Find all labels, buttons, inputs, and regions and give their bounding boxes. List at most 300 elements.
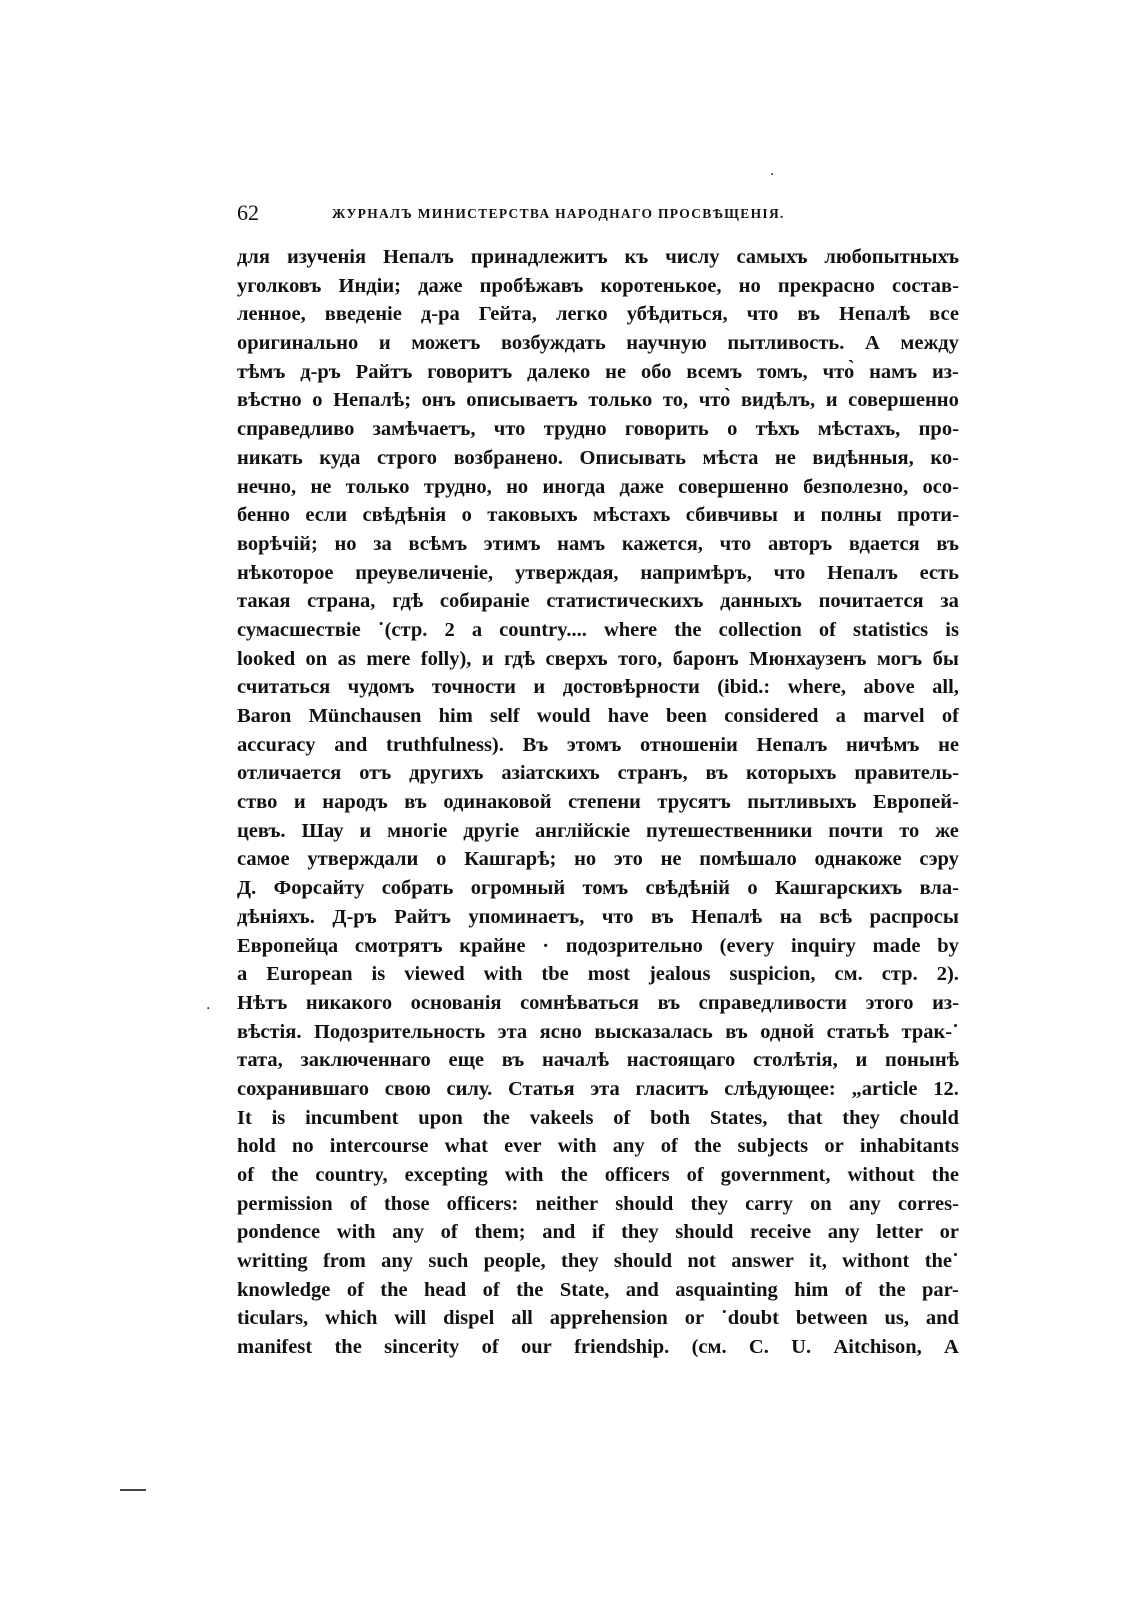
word: преувеличеніе, xyxy=(355,561,494,584)
word: не xyxy=(310,475,332,498)
word: достовѣрности xyxy=(562,676,700,699)
word: Непалѣ xyxy=(839,303,911,326)
word: permission xyxy=(237,1192,333,1215)
word: it, xyxy=(809,1250,827,1273)
word: writting xyxy=(237,1250,308,1273)
word: where xyxy=(603,618,658,641)
word: the xyxy=(878,1278,906,1301)
word: гдѣ xyxy=(392,590,424,613)
word: столѣтія, xyxy=(753,1049,838,1072)
word: country.... xyxy=(499,618,587,641)
text-line xyxy=(237,731,959,760)
word: убѣдиться, xyxy=(626,303,728,326)
word: Райтъ xyxy=(394,905,451,928)
word: кажется, xyxy=(621,532,703,555)
word: Непалѣ; xyxy=(333,389,412,412)
word: онъ xyxy=(421,389,456,412)
word: къ xyxy=(624,246,649,268)
word: U. xyxy=(791,1336,812,1359)
word: Описывать xyxy=(579,446,686,469)
text-line xyxy=(237,817,959,846)
word: полны xyxy=(820,504,882,527)
word: officers xyxy=(604,1164,670,1186)
word: will xyxy=(394,1307,427,1330)
word: subjects xyxy=(737,1135,809,1158)
word: того, xyxy=(618,647,663,670)
word: 12. xyxy=(933,1077,959,1100)
word: been xyxy=(665,705,707,727)
word: from xyxy=(322,1250,366,1273)
word: помѣшало xyxy=(699,848,797,871)
word: · xyxy=(542,934,550,957)
word: д-ръ xyxy=(300,360,341,383)
word: строго xyxy=(376,446,438,469)
word: they xyxy=(842,1106,880,1129)
word: состав- xyxy=(892,274,959,297)
word: if xyxy=(591,1221,605,1244)
text-line xyxy=(237,673,959,702)
word: стр. xyxy=(881,963,918,986)
text-line xyxy=(237,1304,959,1333)
word: would xyxy=(536,705,591,727)
word: возбуждать xyxy=(500,332,606,355)
word: excepting xyxy=(404,1164,488,1186)
word: corres- xyxy=(897,1192,959,1215)
word: It xyxy=(237,1106,252,1129)
word: крайне xyxy=(459,934,526,957)
word: томъ, xyxy=(756,360,808,383)
word: mere xyxy=(366,647,411,670)
word: говорить xyxy=(624,418,709,441)
word: видѣнныя, xyxy=(812,446,914,469)
word: пробѣжавъ xyxy=(479,274,584,297)
word: State, xyxy=(559,1278,610,1301)
text-line xyxy=(237,444,959,473)
word: by xyxy=(937,934,959,957)
word: Гейта, xyxy=(478,303,537,326)
text-line xyxy=(237,1104,959,1133)
word: настоящаго xyxy=(626,1049,736,1072)
word: А xyxy=(864,332,880,355)
word: Европейца xyxy=(237,934,339,957)
word: мѣстахъ xyxy=(593,504,671,527)
word: описываетъ xyxy=(466,389,578,412)
word: тѣхъ xyxy=(755,418,800,441)
word: совершенно xyxy=(848,389,959,412)
word: what xyxy=(444,1135,488,1158)
word: одной xyxy=(760,1020,815,1043)
word: suspicion, xyxy=(729,963,816,986)
word: о xyxy=(461,504,472,527)
word: свѣдѣній xyxy=(645,877,730,900)
word: вдается xyxy=(848,532,920,555)
word: и xyxy=(378,332,391,355)
word: neither xyxy=(535,1192,599,1215)
word: точности xyxy=(431,676,516,699)
word: where, xyxy=(787,676,846,699)
word: par- xyxy=(922,1278,959,1301)
text-line xyxy=(237,300,959,329)
word: не xyxy=(605,360,627,383)
word: all, xyxy=(932,676,959,699)
word: народъ xyxy=(322,791,388,814)
word: accuracy xyxy=(237,733,316,756)
word: without xyxy=(847,1164,915,1186)
text-line xyxy=(237,559,959,588)
text-line xyxy=(237,243,959,272)
word: truthfulness). xyxy=(385,733,504,756)
word: Münchausen xyxy=(308,705,422,727)
text-line xyxy=(237,358,959,387)
word: inquiry xyxy=(790,934,856,957)
word: за xyxy=(373,532,392,555)
word: carry xyxy=(745,1192,793,1215)
word: the˙ xyxy=(924,1250,959,1273)
word: a xyxy=(471,618,483,641)
word: should xyxy=(675,1221,734,1244)
word: a xyxy=(237,963,248,986)
word: другихъ xyxy=(409,762,484,785)
word: трудно, xyxy=(423,475,492,498)
word: намъ xyxy=(869,360,918,383)
word: собрать xyxy=(381,877,454,900)
word: но xyxy=(506,475,529,498)
word: (every xyxy=(719,934,775,957)
word: is xyxy=(271,1106,286,1129)
word: есть xyxy=(919,561,959,584)
word: with xyxy=(483,963,523,986)
word: распросы xyxy=(869,905,959,928)
word: для xyxy=(237,246,270,268)
word: нечно, xyxy=(237,475,297,498)
word: про- xyxy=(918,418,959,441)
word: Кашгарскихъ xyxy=(774,877,903,900)
word: въ xyxy=(936,532,959,555)
word: viewed xyxy=(404,963,465,986)
word: any xyxy=(827,1221,860,1244)
word: англійскіе xyxy=(535,819,631,842)
word: въ xyxy=(501,1049,525,1072)
word: одинаковой xyxy=(443,791,552,814)
word: them; xyxy=(474,1221,526,1244)
text-line xyxy=(237,702,959,731)
word: jealous xyxy=(648,963,711,986)
word: is xyxy=(371,963,386,986)
word: вла- xyxy=(919,877,959,900)
word: осо- xyxy=(922,475,959,498)
word: и xyxy=(855,1049,868,1072)
word: почитается xyxy=(818,590,924,613)
text-line xyxy=(237,501,959,530)
word: A xyxy=(944,1336,959,1359)
word: ство xyxy=(237,791,278,814)
word: him xyxy=(794,1278,829,1301)
word: свою xyxy=(384,1077,431,1100)
text-line xyxy=(237,903,959,932)
word: никать xyxy=(237,446,303,469)
word: пытливыхъ xyxy=(747,791,857,814)
word: что̀ xyxy=(698,389,731,412)
word: knowledge xyxy=(237,1278,331,1301)
word: отношеніи xyxy=(640,733,738,756)
word: любопытныхъ xyxy=(824,246,959,268)
word: принадлежитъ xyxy=(470,246,608,268)
word: см. xyxy=(834,963,863,986)
body-text xyxy=(237,243,959,1362)
word: сомнѣваться xyxy=(520,991,639,1014)
word: заключеннаго xyxy=(300,1049,431,1072)
word: силу. xyxy=(446,1077,493,1100)
word: намъ xyxy=(557,532,606,555)
word: о xyxy=(312,389,323,412)
word: гдѣ xyxy=(504,647,536,670)
word: head xyxy=(424,1278,467,1301)
word: но xyxy=(738,274,761,297)
word: ясно xyxy=(539,1020,582,1043)
word: people, xyxy=(483,1250,546,1273)
word: другіе xyxy=(463,819,520,842)
word: уголковъ xyxy=(237,274,322,297)
word: статистическихъ xyxy=(546,590,704,613)
word: из- xyxy=(932,360,959,383)
word: asquainting xyxy=(675,1278,778,1301)
word: C. xyxy=(748,1336,769,1359)
word: the xyxy=(931,1164,959,1186)
word: above xyxy=(863,676,915,699)
word: they xyxy=(621,1221,659,1244)
word: сверхъ xyxy=(545,647,608,670)
word: ленное, xyxy=(237,303,306,326)
text-line xyxy=(237,845,959,874)
word: of xyxy=(482,1278,500,1301)
word: можетъ xyxy=(411,332,481,355)
word: только xyxy=(588,389,653,412)
word: made xyxy=(872,934,921,957)
word: такая xyxy=(237,590,291,613)
word: что xyxy=(773,561,806,584)
word: Европей- xyxy=(873,791,959,814)
word: the xyxy=(271,1164,299,1186)
word: но xyxy=(574,848,597,871)
word: трудно xyxy=(543,418,607,441)
word: of xyxy=(686,1164,704,1186)
word: баронъ xyxy=(672,647,739,670)
word: бы xyxy=(932,647,959,670)
word: самое xyxy=(237,848,290,871)
word: бенно xyxy=(237,504,290,527)
word: Райтъ xyxy=(355,360,413,383)
word: о xyxy=(727,418,738,441)
word: on xyxy=(305,647,328,670)
word: Baron xyxy=(237,705,292,727)
text-line xyxy=(237,1276,959,1305)
word: of xyxy=(660,1135,678,1158)
word: or xyxy=(939,1221,959,1244)
text-line xyxy=(237,1046,959,1075)
word: данныхъ xyxy=(720,590,802,613)
word: Кашгарѣ; xyxy=(464,848,557,871)
word: the xyxy=(560,1164,588,1186)
word: with xyxy=(336,1221,376,1244)
word: статьѣ xyxy=(826,1020,889,1043)
word: справедливости xyxy=(698,991,847,1014)
word: утверждая, xyxy=(514,561,619,584)
word: the xyxy=(516,1278,544,1301)
word: что xyxy=(719,532,752,555)
word: marvel xyxy=(863,705,925,727)
word: Непалѣ xyxy=(691,905,763,928)
word: European xyxy=(266,963,353,986)
word: answer xyxy=(731,1250,794,1273)
word: any xyxy=(392,1221,425,1244)
word: упоминаетъ, xyxy=(468,905,585,928)
word: напримѣръ, xyxy=(640,561,752,584)
word: трусятъ xyxy=(657,791,731,814)
word: of xyxy=(613,1106,631,1129)
word: что̀ xyxy=(822,360,855,383)
text-line xyxy=(237,1218,959,1247)
word: ворѣчій; xyxy=(237,532,318,555)
word: дѣніяхъ. xyxy=(237,905,315,928)
word: us, xyxy=(884,1307,909,1330)
word: of xyxy=(346,1278,364,1301)
word: our xyxy=(521,1336,552,1359)
text-line xyxy=(237,473,959,502)
word: such xyxy=(428,1250,469,1273)
word: him xyxy=(438,705,473,727)
word: справедливо xyxy=(237,418,355,441)
word: apprehension xyxy=(549,1307,668,1330)
text-line xyxy=(237,587,959,616)
word: смотрятъ xyxy=(354,934,443,957)
word: with xyxy=(504,1164,544,1186)
word: говоритъ xyxy=(427,360,513,383)
word: почти xyxy=(828,819,884,842)
text-line xyxy=(237,960,959,989)
word: утверждали xyxy=(307,848,419,871)
word: чудомъ xyxy=(347,676,415,699)
running-head: ЖУРНАЛЪ МИНИСТЕРСТВА НАРОДНАГО ПРОСВѢЩЕНІЯ. xyxy=(332,206,785,221)
word: которыхъ xyxy=(745,762,837,785)
word: the xyxy=(694,1135,722,1158)
word: Непалъ xyxy=(756,733,828,756)
word: видѣлъ, xyxy=(740,389,816,412)
word: всемъ xyxy=(686,360,743,383)
word: всѣмъ xyxy=(408,532,468,555)
word: collection xyxy=(718,618,802,641)
word: Подозрительность xyxy=(313,1020,486,1043)
word: въ xyxy=(797,303,820,326)
word: government, xyxy=(720,1164,831,1186)
word: most xyxy=(587,963,630,986)
word: многіе xyxy=(387,819,448,842)
word: и xyxy=(533,676,546,699)
word: началѣ xyxy=(542,1049,610,1072)
word: 2). xyxy=(936,963,959,986)
word: any xyxy=(848,1192,881,1215)
word: отъ xyxy=(359,762,392,785)
word: обо xyxy=(640,360,672,383)
word: самыхъ xyxy=(736,246,808,268)
word: томъ xyxy=(582,877,629,900)
word: 2 xyxy=(444,618,455,641)
word: inhabitants xyxy=(859,1135,959,1158)
word: всѣ xyxy=(819,905,853,928)
word: the xyxy=(380,1278,408,1301)
word: изученія xyxy=(286,246,367,268)
word: Форсайту xyxy=(273,877,365,900)
word: Индіи; xyxy=(338,274,401,297)
word: прекрасно xyxy=(777,274,875,297)
word: all xyxy=(511,1307,533,1330)
page-header xyxy=(237,200,959,230)
word: they xyxy=(561,1250,599,1273)
word: тата, xyxy=(237,1049,283,1072)
word: сбивчивы xyxy=(685,504,778,527)
word: иногда xyxy=(542,475,606,498)
word: „article xyxy=(851,1077,918,1100)
word: States, xyxy=(709,1106,768,1129)
word: считаться xyxy=(237,676,331,699)
word: Непалъ xyxy=(827,561,898,584)
word: have xyxy=(607,705,649,727)
word: и xyxy=(825,389,838,412)
word: даже xyxy=(418,274,463,297)
word: ˙doubt xyxy=(720,1307,780,1330)
word: этимъ xyxy=(483,532,541,555)
margin-mark: · xyxy=(206,1001,211,1017)
text-line xyxy=(237,1333,959,1362)
word: Въ xyxy=(522,733,549,756)
word: не xyxy=(660,848,682,871)
word: the xyxy=(482,1106,510,1129)
word: receive xyxy=(750,1221,812,1244)
word: and xyxy=(334,733,368,756)
word: looked xyxy=(237,647,296,670)
word: no xyxy=(291,1135,314,1158)
word: въ xyxy=(725,1020,748,1043)
word: трак-˙ xyxy=(901,1020,959,1043)
word: both xyxy=(650,1106,691,1129)
text-line xyxy=(237,386,959,415)
margin-dash xyxy=(120,1489,146,1491)
word: же xyxy=(935,819,959,842)
word: is xyxy=(945,618,959,641)
word: or xyxy=(684,1307,705,1330)
text-line xyxy=(237,1161,959,1190)
page-number: 62 xyxy=(237,200,259,225)
word: д-ра xyxy=(420,303,460,326)
word: отличается xyxy=(237,762,342,785)
word: эта xyxy=(590,1077,620,1100)
word: что xyxy=(601,905,634,928)
word: тѣмъ xyxy=(237,360,286,383)
word: въ xyxy=(651,905,674,928)
text-line xyxy=(237,272,959,301)
word: проти- xyxy=(897,504,959,527)
word: это xyxy=(613,848,643,871)
word: мѣстахъ, xyxy=(817,418,901,441)
word: of xyxy=(237,1164,255,1186)
text-line xyxy=(237,1190,959,1219)
word: manifest xyxy=(237,1336,313,1359)
word: но xyxy=(334,532,357,555)
word: should xyxy=(613,1250,673,1273)
word: (ibid.: xyxy=(717,676,771,699)
word: странъ, xyxy=(617,762,688,785)
word: the xyxy=(334,1336,362,1359)
word: только xyxy=(345,475,410,498)
